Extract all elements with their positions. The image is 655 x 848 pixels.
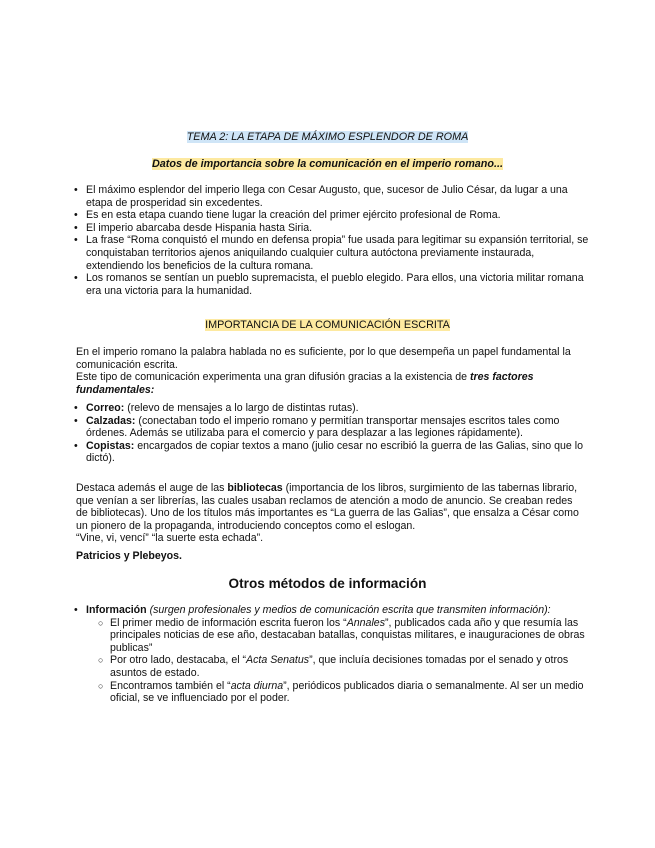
intro-line-1: En el imperio romano la palabra hablada no es suficiente, por lo que desempeña un papel fundamental la comunicación escrita. bbox=[76, 346, 571, 371]
info-label: Información bbox=[86, 604, 147, 616]
page-subtitle-text: Datos de importancia sobre la comunicación en el imperio romano... bbox=[152, 158, 503, 170]
info-sublist bbox=[86, 617, 592, 705]
factor-text: encargados de copiar textos a mano (julio cesar no escribió la guerra de las Galias, sino que lo dictó). bbox=[86, 439, 583, 465]
sub-list-item bbox=[86, 617, 592, 655]
list-item bbox=[72, 415, 584, 440]
factor-label: Copistas: bbox=[86, 439, 135, 452]
intro-line-2 bbox=[76, 371, 584, 396]
sub-list-item bbox=[86, 654, 592, 679]
list-item: • El máximo esplendor del imperio llega con Cesar Augusto, que, sucesor de Julio César, da lugar a una etapa de prosperidad sin excedentes. bbox=[72, 184, 592, 209]
item-text: Encontramos también el “ bbox=[110, 679, 231, 692]
factors-list bbox=[72, 402, 584, 465]
item-text: ”, periódicos publicados diaria o semanalmente. Al ser un medio oficial, se ve influenciado por el poder. bbox=[110, 679, 584, 705]
item-italic: Annales bbox=[346, 616, 385, 629]
item-text: ”, publicados cada año y que resumía las principales noticias de ese año, destacaban batallas, conquistas militares, e inauguraciones de obras publicas” bbox=[110, 616, 585, 654]
page-subtitle bbox=[0, 157, 655, 171]
intro-paragraph bbox=[76, 346, 584, 396]
list-item: • Los romanos se sentían un pueblo supremacista, el pueblo elegido. Para ellos, una victoria militar romana era una victoria para la humanidad. bbox=[72, 272, 592, 297]
page-title bbox=[0, 130, 655, 144]
sub-list-item bbox=[86, 680, 592, 705]
paragraph-text: (importancia de los libros, surgimiento de las tabernas librario, que venían a ser librerías, las cuales usaban reclamos de atención a modo de anuncio. Se creaban redes de bibliotecas). Uno de los títulos más importantes es “La guerra de las Galias”, que ensalza a César como un pionero de la propaganda, introduciendo conceptos como el eslogan. bbox=[76, 482, 579, 532]
list-item bbox=[72, 440, 584, 465]
factor-label: Correo: bbox=[86, 402, 125, 414]
section-heading-text: IMPORTANCIA DE LA COMUNICACIÓN ESCRITA bbox=[205, 319, 450, 331]
factor-label: Calzadas: bbox=[86, 414, 136, 427]
list-item: • La frase “Roma conquistó el mundo en defensa propia” fue usada para legitimar su expansión territorial, se conquistaban territorios ajenos aniquilando cualquier cultura autóctona previamente instaurada, extendiendo los beneficios de la cultura romana. bbox=[72, 234, 592, 272]
item-text: ”, que incluía decisiones tomadas por el senado y otros asuntos de estado. bbox=[110, 654, 569, 679]
item-text: El primer medio de información escrita fueron los “ bbox=[110, 616, 347, 629]
list-item bbox=[72, 402, 584, 415]
info-header bbox=[86, 604, 592, 617]
item-italic: acta diurna bbox=[230, 679, 284, 692]
quote-line: “Vine, vi, vencí” “la suerte esta echada”. bbox=[76, 532, 264, 545]
factor-text: (relevo de mensajes a lo largo de distintas rutas). bbox=[124, 402, 359, 414]
list-item: • Es en esta etapa cuando tiene lugar la creación del primer ejército profesional de Roma. bbox=[72, 209, 592, 222]
section-heading-otros-metodos: Otros métodos de información bbox=[228, 576, 427, 591]
info-desc: (surgen profesionales y medios de comunicación escrita que transmiten información): bbox=[146, 604, 551, 616]
item-text: Por otro lado, destacaba, el “ bbox=[110, 654, 247, 667]
item-italic: Acta Senatus bbox=[246, 654, 310, 667]
list-item: • El imperio abarcaba desde Hispania hasta Siria. bbox=[72, 222, 592, 235]
factor-text: (conectaban todo el imperio romano y permitían transportar mensajes escritos tales como órdenes. Además se utilizaba para el comercio y para desplazar a las legiones rápidamente). bbox=[86, 414, 560, 440]
bibliotecas-paragraph bbox=[76, 482, 584, 545]
intro-text: Este tipo de comunicación experimenta una gran difusión gracias a la existencia de bbox=[76, 371, 470, 384]
patricios-line: Patricios y Plebeyos. bbox=[76, 550, 182, 562]
bibliotecas-bold: bibliotecas bbox=[227, 482, 283, 494]
paragraph-text: Destaca además el auge de las bbox=[76, 482, 228, 494]
intro-bold-text: tres factores fundamentales: bbox=[76, 371, 534, 396]
list-item bbox=[72, 604, 592, 705]
section-heading-comunicacion bbox=[0, 318, 655, 332]
bibliotecas-text bbox=[76, 482, 584, 532]
bullet-list-esplendor bbox=[72, 184, 592, 297]
info-list bbox=[72, 604, 592, 705]
page-title-text: TEMA 2: LA ETAPA DE MÁXIMO ESPLENDOR DE ROMA bbox=[186, 131, 469, 143]
